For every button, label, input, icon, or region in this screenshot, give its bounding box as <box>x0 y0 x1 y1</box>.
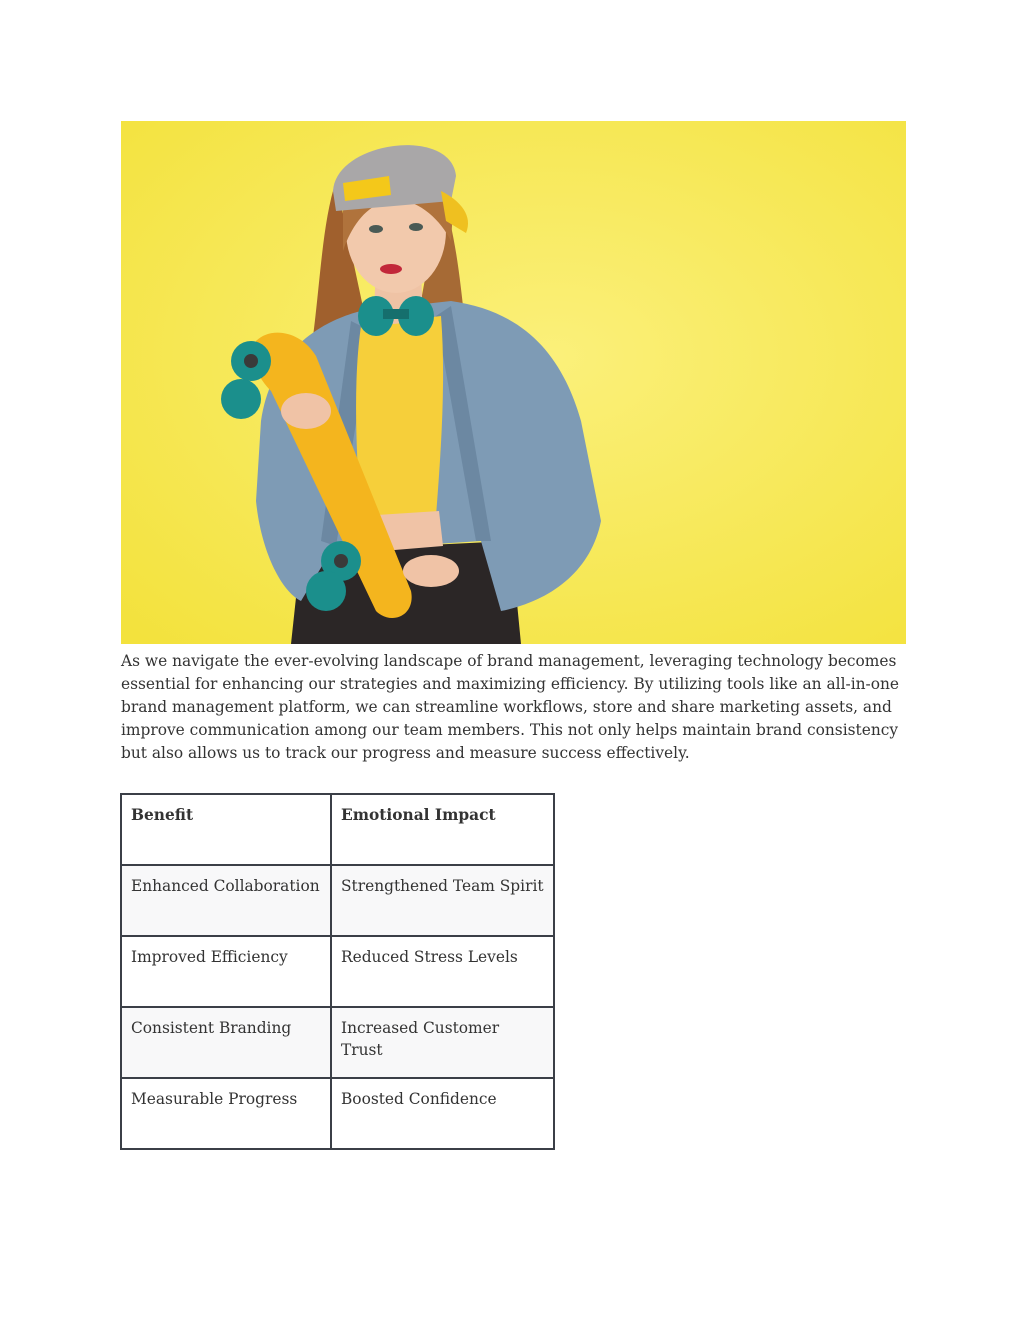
intro-paragraph: As we navigate the ever-evolving landscape of brand management, leveraging technology becomes essential for enhancing our strategies and maximizing efficiency. By utilizing tools like an all-in-one brand management platform, we can streamline workflows, store and share marketing assets, and improve communication among our team members. This not only helps maintain brand consistency but also allows us to track our progress and measure success effectively. <box>121 652 900 762</box>
cell-benefit: Improved Efficiency <box>121 936 331 1007</box>
table-header-row <box>121 794 554 865</box>
cell-benefit: Consistent Branding <box>121 1007 331 1078</box>
cell-impact: Boosted Confidence <box>331 1078 554 1149</box>
cell-impact: Increased Customer Trust <box>331 1007 554 1078</box>
cell-impact: Strengthened Team Spirit <box>331 865 554 936</box>
cell-impact: Reduced Stress Levels <box>331 936 554 1007</box>
benefits-table <box>120 793 555 1150</box>
cell-benefit: Measurable Progress <box>121 1078 331 1149</box>
table-row <box>121 1078 554 1149</box>
cell-benefit: Enhanced Collaboration <box>121 865 331 936</box>
hero-photo <box>121 121 906 644</box>
table-row <box>121 936 554 1007</box>
header-emotional-impact: Emotional Impact <box>331 794 554 865</box>
header-benefit: Benefit <box>121 794 331 865</box>
table-row <box>121 1007 554 1078</box>
table-row <box>121 865 554 936</box>
skater-illustration <box>121 121 906 644</box>
